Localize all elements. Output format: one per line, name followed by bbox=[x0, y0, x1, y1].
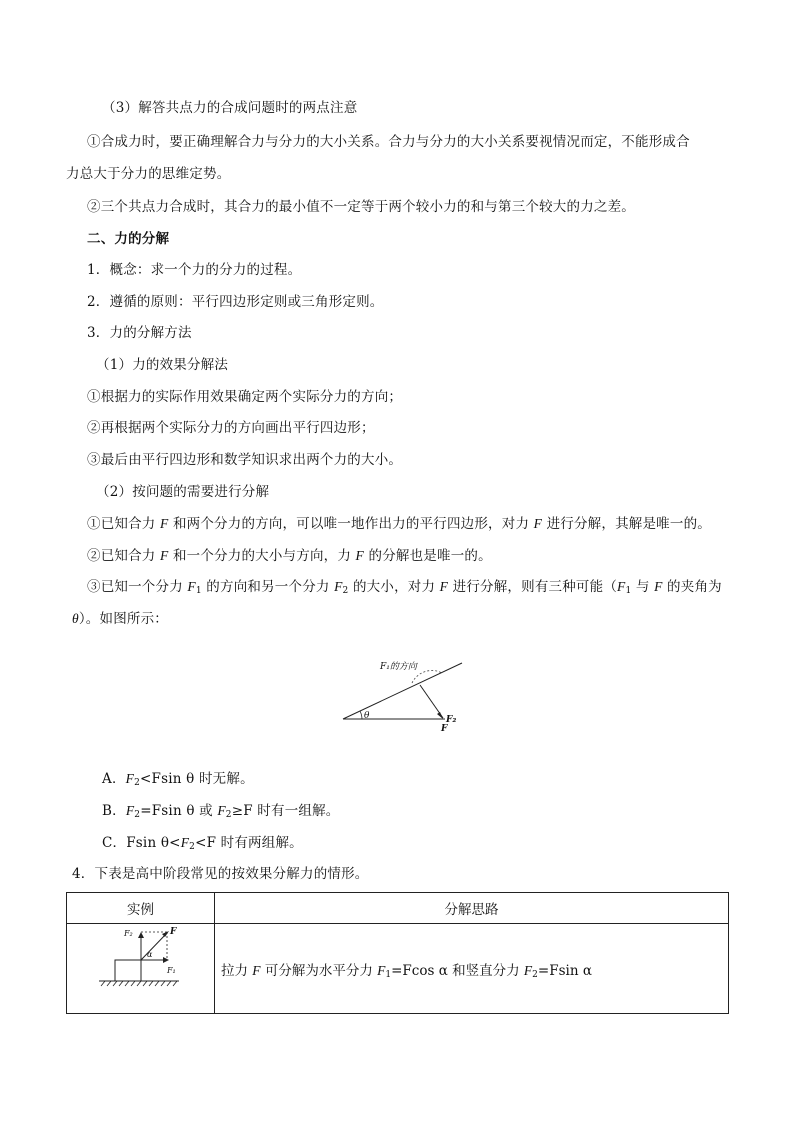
block-pull-figure bbox=[67, 924, 214, 1009]
note-2: ②三个共点力合成时，其合力的最小值不一定等于两个较小力的和与第三个较大的力之差。 bbox=[87, 199, 635, 215]
table-row bbox=[67, 924, 729, 1014]
label-f2: F₂ bbox=[446, 715, 457, 725]
label-f2: F₂ bbox=[124, 929, 133, 938]
part-2-heading: 二、力的分解 bbox=[87, 231, 170, 247]
concept-line: 1．概念：求一个力的分力的过程。 bbox=[87, 262, 302, 278]
label-alpha: α bbox=[147, 950, 153, 959]
ground-hatch bbox=[101, 981, 177, 986]
effect-heading: （1）力的效果分解法 bbox=[96, 357, 229, 373]
case-3-line-1: ③已知一个分力 $F_1$ 的方向和另一个分力 $F_2$ 的大小，对力 F 进行分解，则有三种可能（$F_1$ 与 F 的夹角为 bbox=[87, 579, 722, 596]
label-f: F bbox=[170, 927, 177, 937]
case-3-line-2: θ）。如图所示： bbox=[72, 611, 168, 627]
section-3-heading: （3）解答共点力的合成问题时的两点注意 bbox=[102, 100, 358, 116]
note-1-line-2: 力总大于分力的思维定势。 bbox=[66, 166, 231, 182]
case-1: ①已知合力 F 和两个分力的方向，可以唯一地作出力的平行四边形，对力 F 进行分解，其解是唯一的。 bbox=[87, 516, 711, 532]
example-description-cell: 拉力 F 可分解为水平分力 $F_1=Fcos$ α 和竖直分力 $F_2=Fsin$ α bbox=[215, 924, 729, 1014]
label-theta: θ bbox=[364, 711, 370, 721]
label-f1-direction: F₁的方向 bbox=[380, 662, 417, 672]
label-f1: F₁ bbox=[167, 966, 176, 975]
force-decomposition-table bbox=[66, 892, 729, 1014]
circle-arc bbox=[412, 671, 442, 683]
f2-arrowhead bbox=[138, 932, 144, 938]
header-approach: 分解思路 bbox=[215, 893, 729, 924]
label-f: F bbox=[441, 724, 448, 734]
example-figure-cell bbox=[67, 924, 215, 1014]
case-2: ②已知合力 F 和一个分力的大小与方向，力 F 的分解也是唯一的。 bbox=[87, 548, 492, 564]
f2-arrowhead bbox=[437, 712, 443, 719]
note-1-line-1: ①合成力时，要正确理解合力与分力的大小关系。合力与分力的大小关系要视情况而定，不能形成合 bbox=[87, 134, 690, 150]
effect-step-3: ③最后由平行四边形和数学知识求出两个力的大小。 bbox=[87, 452, 403, 468]
f1-arrowhead bbox=[163, 957, 169, 963]
option-c: C．Fsin $\theta<F_2<F$ 时有两组解。 bbox=[102, 835, 303, 852]
principle-line: 2．遵循的原则：平行四边形定则或三角形定则。 bbox=[87, 294, 384, 310]
effect-step-1: ①根据力的实际作用效果确定两个实际分力的方向； bbox=[87, 389, 403, 405]
effect-step-2: ②再根据两个实际分力的方向画出平行四边形； bbox=[87, 420, 375, 436]
table-intro: 4．下表是高中阶段常见的按效果分解力的情形。 bbox=[72, 866, 369, 882]
header-example: 实例 bbox=[67, 893, 215, 924]
block bbox=[115, 960, 141, 981]
f-vector bbox=[141, 933, 167, 960]
table-header-row bbox=[67, 893, 729, 924]
option-a: A．$F_2<Fsin$ θ 时无解。 bbox=[102, 771, 254, 788]
theta-arc bbox=[360, 711, 362, 719]
need-heading: （2）按问题的需要进行分解 bbox=[96, 484, 270, 500]
option-b: B．$F_2=Fsin$ θ 或 $F_2\ge F$ 时有一组解。 bbox=[102, 803, 340, 820]
method-heading: 3．力的分解方法 bbox=[87, 325, 192, 341]
force-decomposition-figure bbox=[340, 655, 465, 735]
